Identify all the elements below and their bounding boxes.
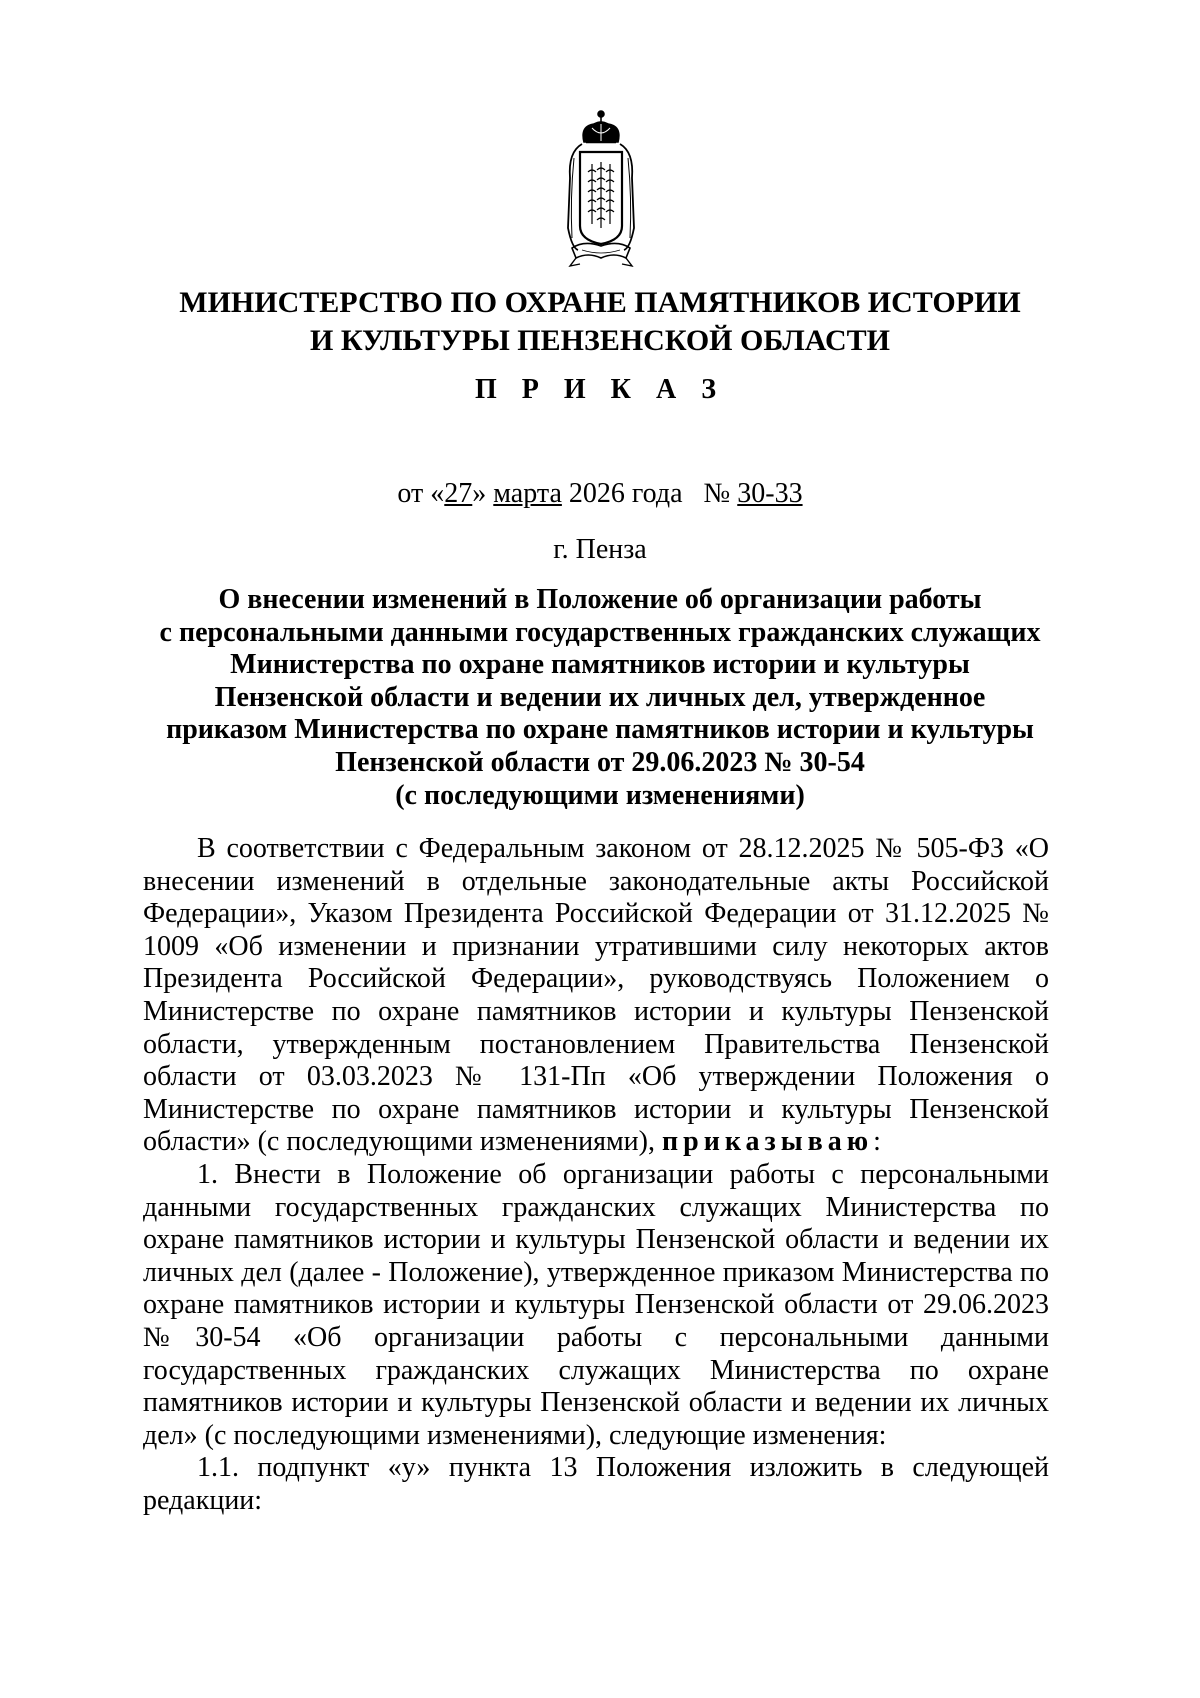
- subject-line: О внесении изменений в Положение об организации работы: [218, 584, 982, 615]
- subject-line: приказом Министерства по охране памятников истории и культуры: [166, 714, 1034, 746]
- subject-line: с персональными данными государственных гражданских служащих: [159, 616, 1041, 648]
- subject-line: Министерства по охране памятников истории и культуры: [230, 649, 970, 681]
- preamble-text: В соответствии с Федеральным законом от 28.12.2025 № 505-ФЗ «О внесении изменений в отдельные законодательные акты Российской Федерации», Указом Президента Российской Федерации от 31.12.2025 № 1009 «Об изменении и признании утратившими силу некоторых актов Президента Российской Федерации», руководствуясь Положением о Министерстве по охране памятников истории и культуры Пензенской области, утвержденным постановлением Правительства Пензенской области от 03.03.2023 № 131-Пп «Об утверждении Положения о Министерстве по охране памятников истории и культуры Пензенской области» (с последующими изменениями),: [143, 833, 1049, 1158]
- date-day: 27: [444, 478, 473, 509]
- city-line: г. Пенза: [553, 534, 647, 565]
- date-month: марта: [493, 478, 562, 509]
- document-type-heading: П Р И К А З: [475, 374, 725, 405]
- item-1-paragraph: 1. Внести в Положение об организации работы с персональными данными государственных гражданских служащих Министерства по охране памятников истории и культуры Пензенской области и ведении их личных дел (далее - Положение), утвержденное приказом Министерства по охране памятников истории и культуры Пензенской области от 29.06.2023 №30-54 «Об организации работы с персональными данными государственных гражданских служащих Министерства по охране памятников истории и культуры Пензенской области и ведении их личных дел» (с последующими изменениями), следующие изменения:: [143, 1158, 1049, 1451]
- ministry-title-line-1: МИНИСТЕРСТВО ПО ОХРАНЕ ПАМЯТНИКОВ ИСТОРИИ: [179, 286, 1021, 319]
- item-1-1-paragraph: 1.1. подпункт «у» пункта 13 Положения изложить в следующей редакции:: [143, 1452, 1049, 1516]
- ministry-title-line-2: И КУЛЬТУРЫ ПЕНЗЕНСКОЙ ОБЛАСТИ: [310, 324, 890, 357]
- order-date-number: [0, 478, 1200, 510]
- date-mid: »: [472, 478, 494, 509]
- date-year: 2026 года №: [561, 478, 738, 509]
- subject-line: Пензенской области и ведении их личных дел, утвержденное: [214, 681, 986, 713]
- coat-of-arms-emblem: [562, 108, 640, 278]
- preamble-paragraph: [143, 833, 1049, 1159]
- order-body: [143, 833, 1049, 1517]
- subject-line: Пензенской области от 29.06.2023 № 30-54: [335, 746, 865, 778]
- order-verb: приказываю: [661, 1126, 874, 1158]
- subject-line: (с последующими изменениями): [395, 779, 805, 811]
- order-verb-suffix: :: [873, 1126, 881, 1158]
- order-number: 30-33: [737, 478, 803, 509]
- order-subject: [130, 584, 1070, 812]
- date-prefix: от «: [397, 478, 445, 509]
